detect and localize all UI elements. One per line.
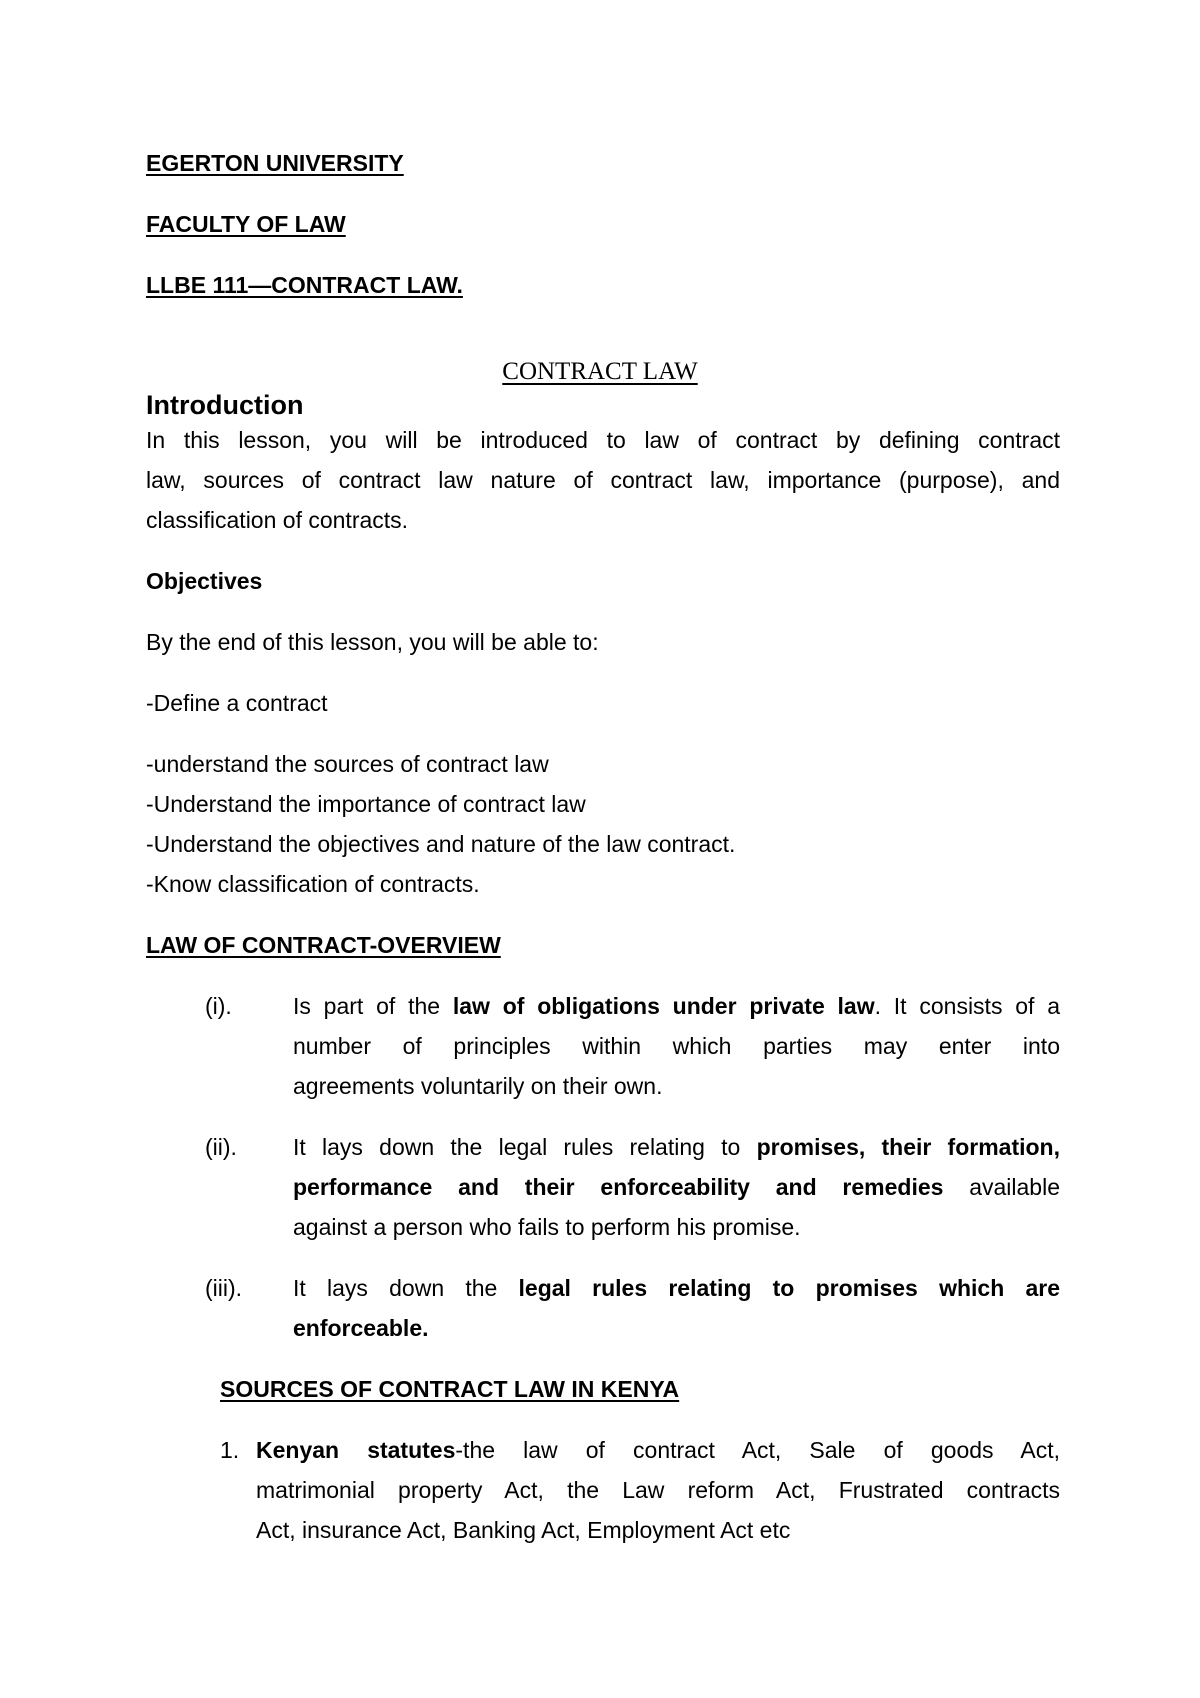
list-marker: (i). xyxy=(205,993,232,1019)
overview-item-line: against a person who fails to perform his promise. xyxy=(293,1214,801,1240)
objective-item: -understand the sources of contract law xyxy=(146,751,549,777)
objective-item: -Define a contract xyxy=(146,690,328,716)
sources-heading: SOURCES OF CONTRACT LAW IN KENYA xyxy=(220,1376,680,1402)
list-marker: (iii). xyxy=(205,1275,243,1301)
introduction-heading: Introduction xyxy=(146,390,304,420)
list-marker: (ii). xyxy=(205,1134,237,1160)
overview-item-line: Is part of the law of obligations under private law. It consists of a xyxy=(293,993,1060,1019)
overview-item-line: performance and their enforceability and remedies available xyxy=(293,1174,1060,1200)
document-title: CONTRACT LAW xyxy=(502,358,698,385)
list-marker: 1. xyxy=(220,1437,240,1463)
introduction-line: law, sources of contract law nature of contract law, importance (purpose), and xyxy=(146,467,1060,493)
overview-item-line: agreements voluntarily on their own. xyxy=(293,1073,663,1099)
sources-item-line: matrimonial property Act, the Law reform Act, Frustrated contracts xyxy=(256,1477,1060,1503)
objective-item: -Understand the importance of contract law xyxy=(146,791,586,817)
university-name: EGERTON UNIVERSITY xyxy=(146,150,404,176)
objectives-heading: Objectives xyxy=(146,568,263,594)
sources-item-line: Act, insurance Act, Banking Act, Employment Act etc xyxy=(256,1517,791,1543)
overview-item-line: It lays down the legal rules relating to promises, their formation, xyxy=(293,1134,1060,1160)
overview-item-line: It lays down the legal rules relating to promises which are xyxy=(293,1275,1060,1301)
overview-item-line: number of principles within which parties may enter into xyxy=(293,1033,1060,1059)
course-code: LLBE 111—CONTRACT LAW. xyxy=(146,272,463,298)
introduction-line: In this lesson, you will be introduced to law of contract by defining contract xyxy=(146,427,1060,453)
objective-item: -Know classification of contracts. xyxy=(146,871,480,897)
overview-heading: LAW OF CONTRACT-OVERVIEW xyxy=(146,932,501,958)
overview-item-line: enforceable. xyxy=(293,1315,429,1341)
objective-item: -Understand the objectives and nature of the law contract. xyxy=(146,831,736,857)
objectives-lead: By the end of this lesson, you will be able to: xyxy=(146,629,599,655)
sources-item-line: Kenyan statutes-the law of contract Act, Sale of goods Act, xyxy=(256,1437,1060,1463)
introduction-line: classification of contracts. xyxy=(146,507,409,533)
faculty-name: FACULTY OF LAW xyxy=(146,211,346,237)
